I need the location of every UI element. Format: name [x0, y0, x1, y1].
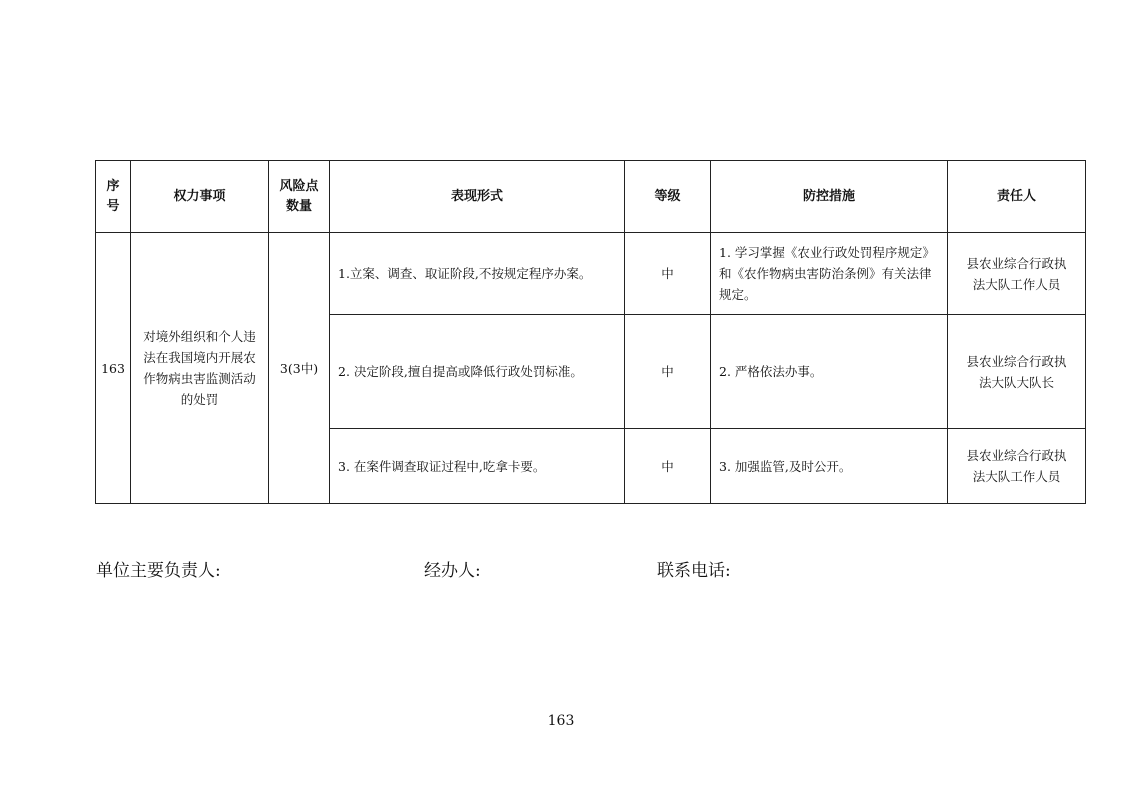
risk-form-cell: 3. 在案件调查取证过程中,吃拿卡要。 [330, 429, 625, 504]
risk-measure-cell: 2. 严格依法办事。 [711, 315, 948, 429]
principal-signature-label: 单位主要负责人: [96, 561, 221, 581]
header-form: 表现形式 [330, 161, 625, 233]
header-risk-count: 风险点数量 [269, 161, 330, 233]
risk-count-cell: 3(3中) [269, 233, 330, 504]
header-seq: 序号 [96, 161, 131, 233]
header-item: 权力事项 [131, 161, 269, 233]
header-owner: 责任人 [948, 161, 1086, 233]
risk-level-cell: 中 [625, 233, 711, 315]
risk-control-table [95, 160, 1086, 504]
power-item-cell: 对境外组织和个人违法在我国境内开展农作物病虫害监测活动的处罚 [131, 233, 269, 504]
risk-level-cell: 中 [625, 429, 711, 504]
risk-owner-cell: 县农业综合行政执法大队工作人员 [948, 429, 1086, 504]
risk-measure-cell: 1. 学习掌握《农业行政处罚程序规定》和《农作物病虫害防治条例》有关法律规定。 [711, 233, 948, 315]
phone-label: 联系电话: [657, 561, 731, 581]
risk-owner-cell: 县农业综合行政执法大队大队长 [948, 315, 1086, 429]
risk-form-cell: 1.立案、调查、取证阶段,不按规定程序办案。 [330, 233, 625, 315]
header-level: 等级 [625, 161, 711, 233]
table-row [96, 233, 1086, 315]
page-number: 163 [547, 713, 575, 729]
handler-signature-label: 经办人: [424, 561, 481, 581]
risk-level-cell: 中 [625, 315, 711, 429]
risk-measure-cell: 3. 加强监管,及时公开。 [711, 429, 948, 504]
seq-cell: 163 [96, 233, 131, 504]
header-measures: 防控措施 [711, 161, 948, 233]
risk-owner-cell: 县农业综合行政执法大队工作人员 [948, 233, 1086, 315]
risk-form-cell: 2. 决定阶段,擅自提高或降低行政处罚标准。 [330, 315, 625, 429]
table-header-row [96, 161, 1086, 233]
